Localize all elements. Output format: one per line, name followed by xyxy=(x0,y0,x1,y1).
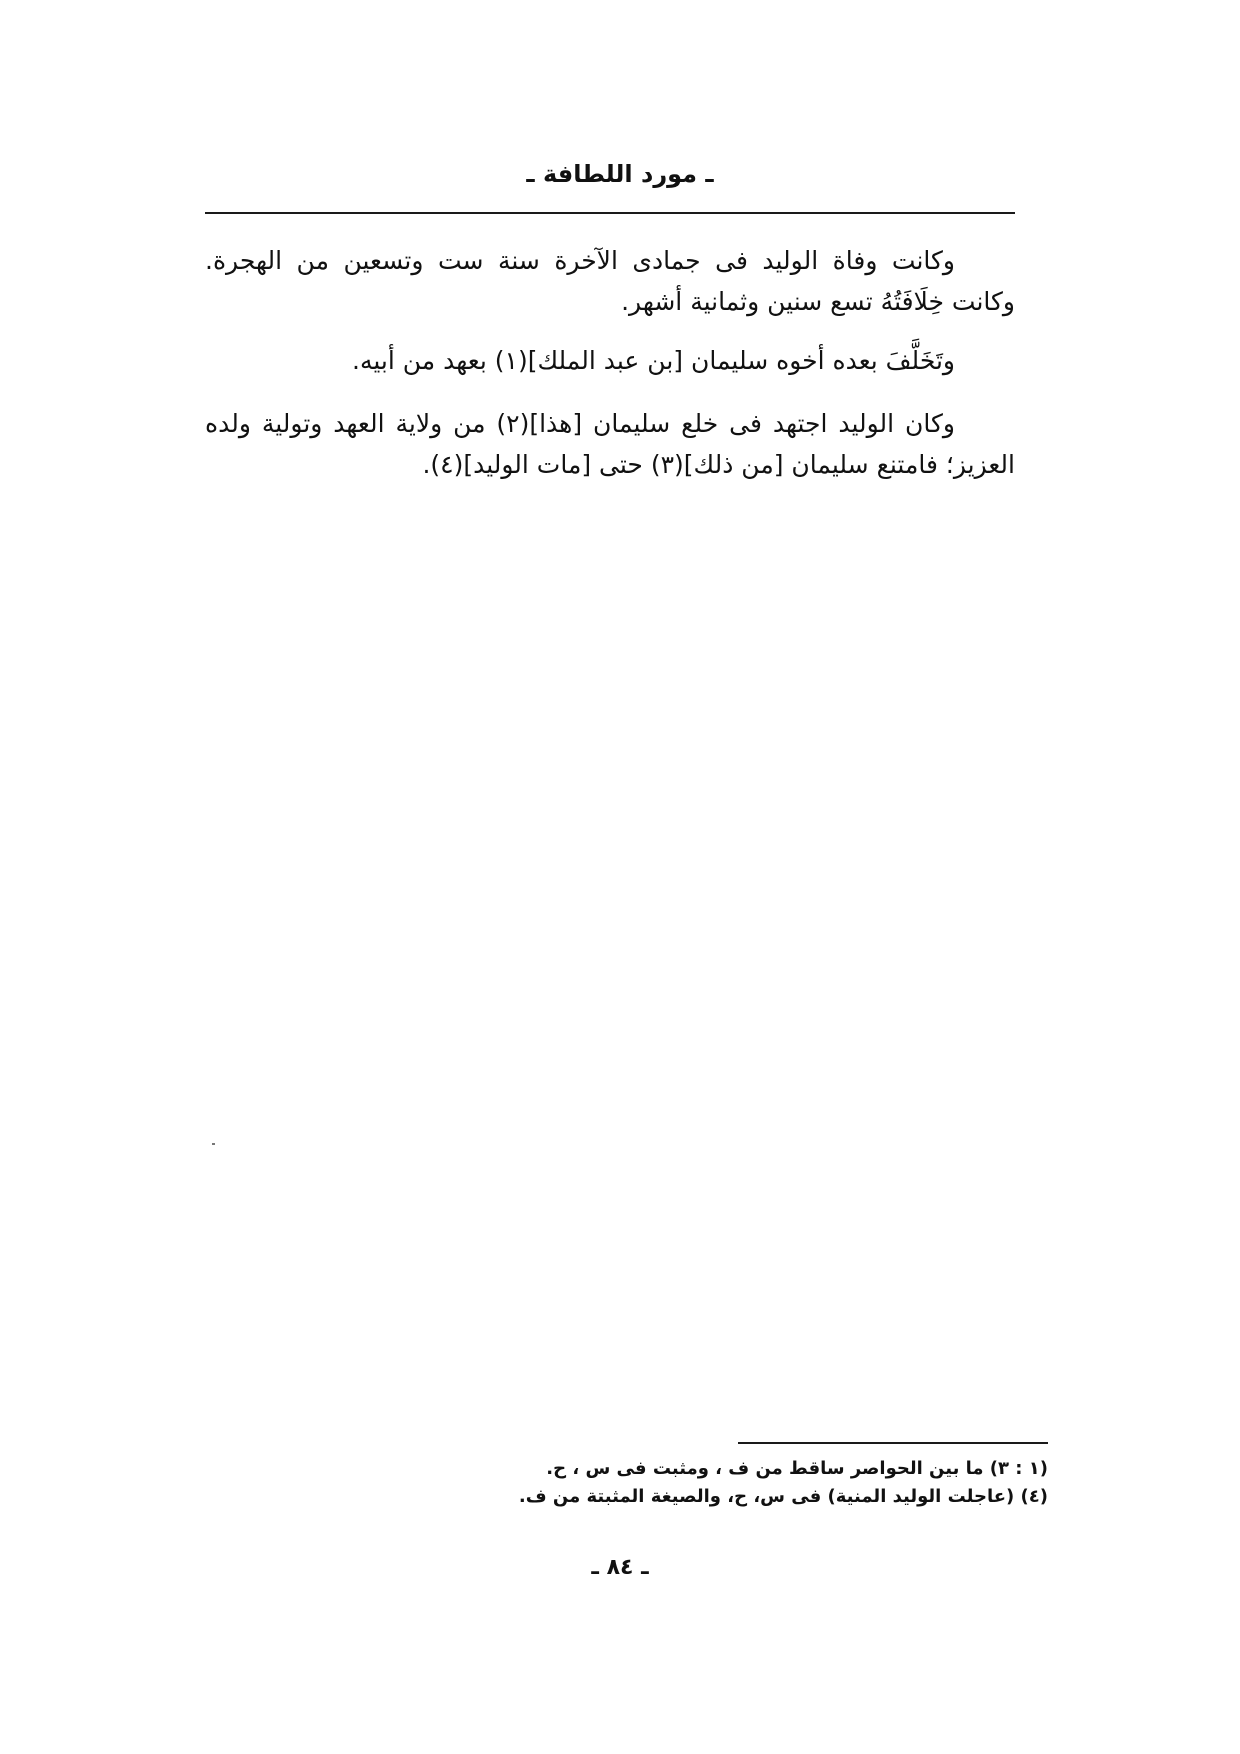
paragraph: وكانت وفاة الوليد فى جمادى الآخرة سنة ست وتسعين من الهجرة. وكانت خِلَافَتُهُ تسع سنين وثمانية أشهر. xyxy=(205,246,1015,316)
footnote: (٤) (عاجلت الوليد المنية) فى س، ح، والصيغة المثبتة من ف. xyxy=(518,1486,1048,1507)
page-number: ـ ٨٤ ـ xyxy=(591,1555,649,1580)
footnote: (١ : ٣) ما بين الحواصر ساقط من ف ، ومثبت فى س ، ح. xyxy=(546,1458,1048,1479)
footnotes xyxy=(520,1455,1048,1511)
running-header: ـ مورد اللطافة ـ xyxy=(526,160,714,188)
header-divider xyxy=(205,212,1015,214)
main-text xyxy=(205,240,1015,507)
scan-speck xyxy=(212,1143,215,1145)
paragraph: وكان الوليد اجتهد فى خلع سليمان [هذا](٢) من ولاية العهد وتولية ولده العزيز؛ فامتنع سليمان [من ذلك](٣) حتى [مات الوليد](٤). xyxy=(205,409,1015,479)
paragraph: وتَخَلَّفَ بعده أخوه سليمان [بن عبد الملك](١) بعهد من أبيه. xyxy=(352,346,955,375)
footnote-divider xyxy=(738,1442,1048,1444)
